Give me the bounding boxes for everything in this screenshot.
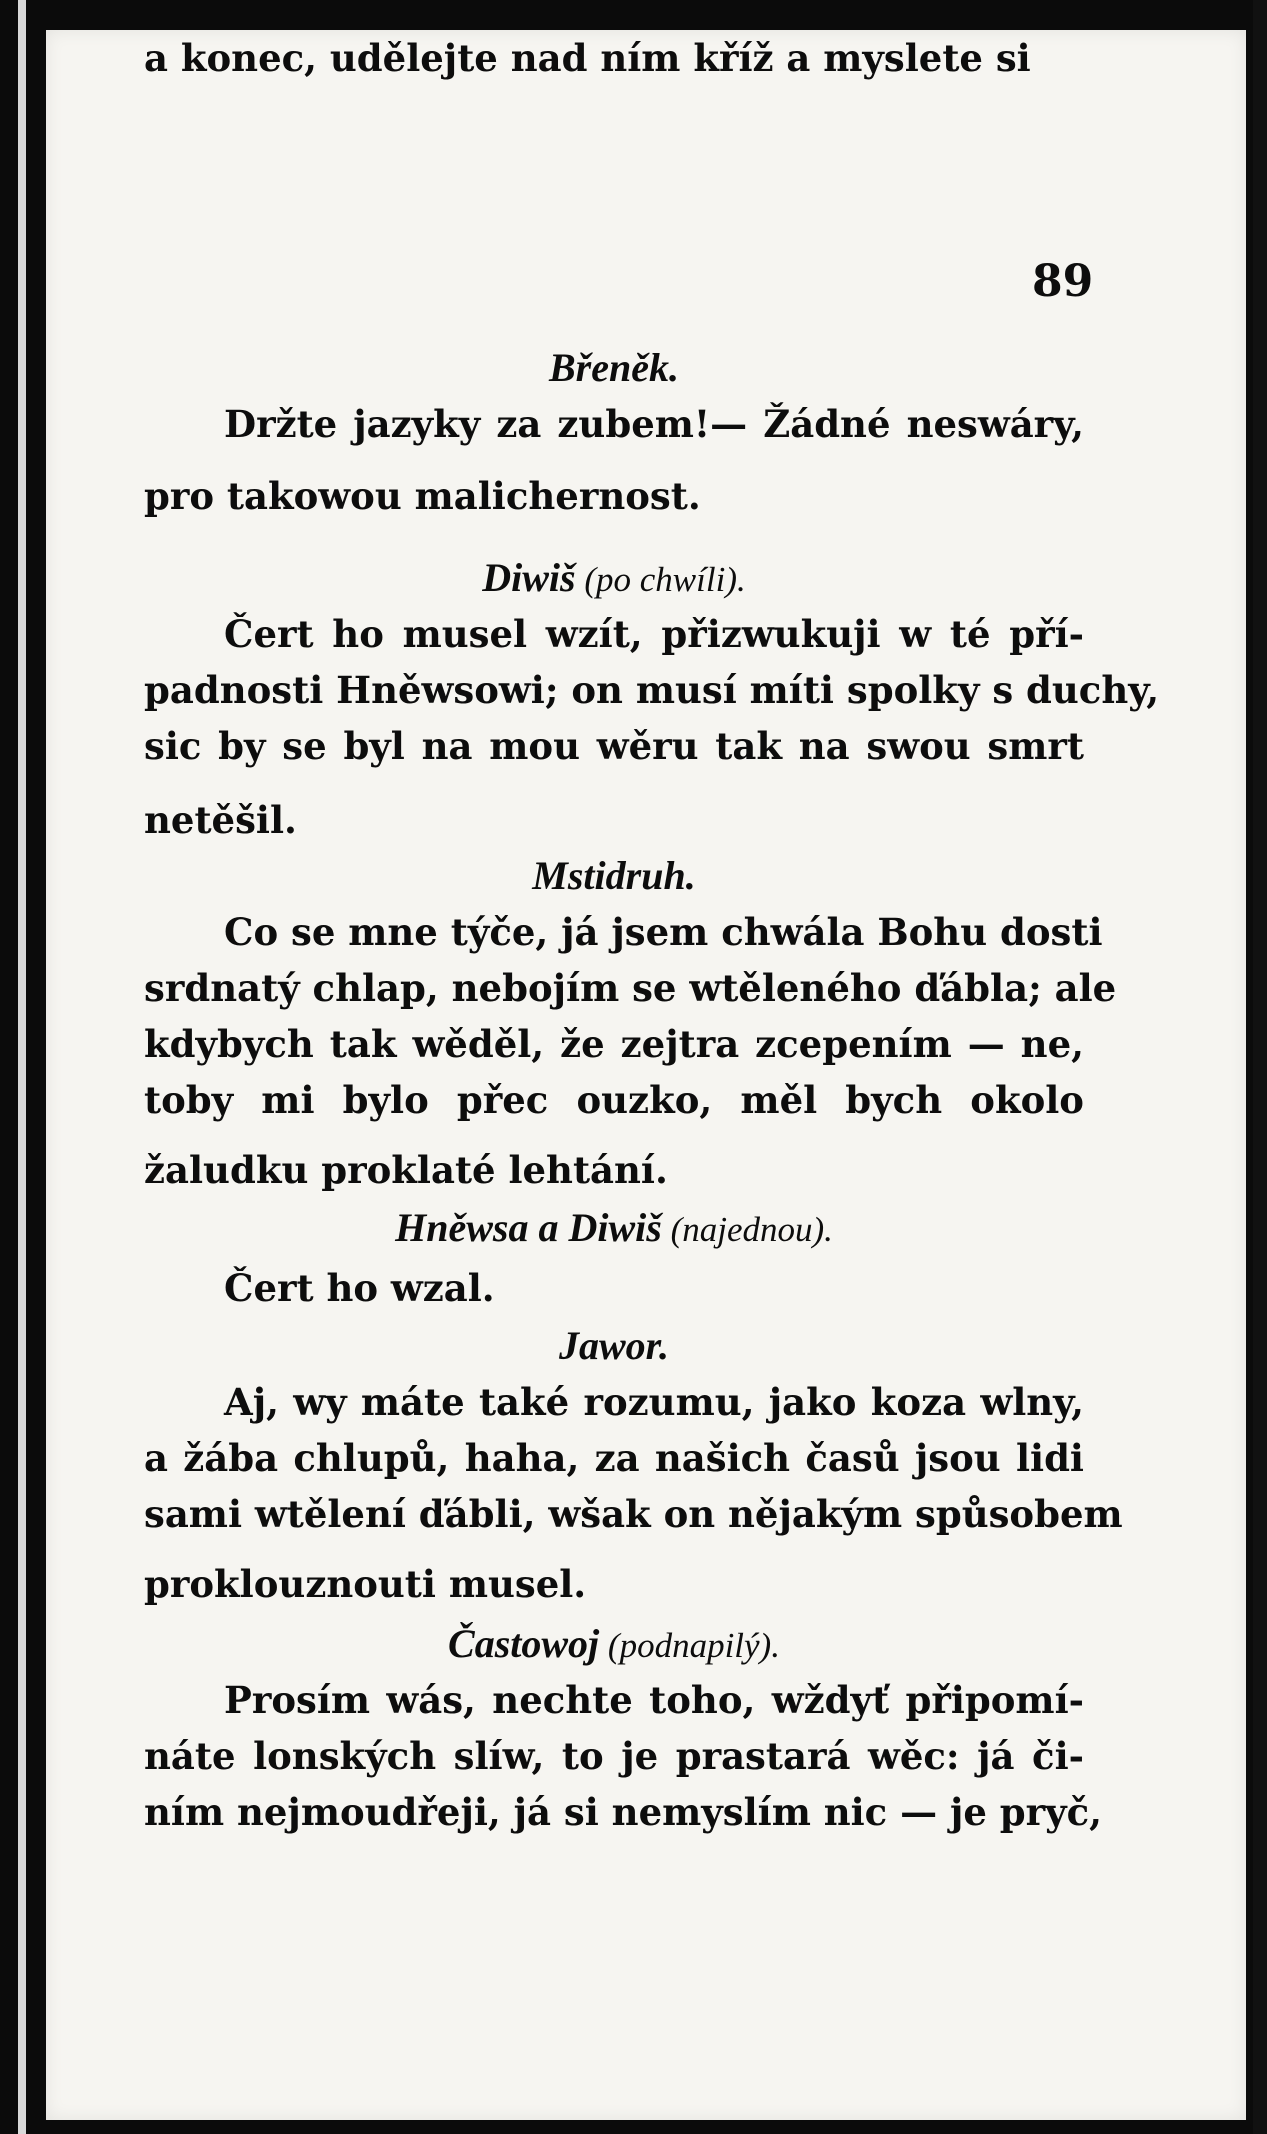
text-line: Prosím wás, nechte toho, wždyť připomí- [224, 1678, 1084, 1722]
text-line: Co se mne týče, já jsem chwála Bohu dosti [224, 910, 1103, 954]
text-line: Čert ho musel wzít, přizwukuji w té pří- [224, 612, 1084, 656]
stage-direction: (podnapilý). [599, 1626, 780, 1665]
text-line: toby mi bylo přec ouzko, měl bych okolo [144, 1078, 1084, 1122]
text-line: náte lonských slíw, to je prastará wěc: já či- [144, 1734, 1084, 1778]
text-line: a žába chlupů, haha, za našich časů jsou lidi [144, 1436, 1084, 1480]
text-line: kdybych tak wěděl, že zejtra zcepením — ne, [144, 1022, 1084, 1066]
speaker-name: Břeněk. [549, 345, 679, 390]
book-page [46, 30, 1246, 2120]
stage-direction: (najednou). [661, 1210, 833, 1249]
speaker-name: Mstidruh. [532, 853, 696, 898]
speaker-name: Jawor. [558, 1323, 670, 1368]
text-line: padnosti Hněwsowi; on musí míti spolky s duchy, [144, 668, 1160, 712]
speaker-heading [144, 1200, 1084, 1258]
speaker-name: Hněwsa a Diwiš [395, 1205, 662, 1250]
text-line: pro takowou malichernost. [144, 474, 701, 518]
speaker-name: Častowoj [448, 1621, 600, 1666]
speaker-heading [144, 1318, 1084, 1374]
text-line: Aj, wy máte také rozumu, jako koza wlny, [224, 1380, 1084, 1424]
scan-right-edge [1253, 0, 1267, 2134]
text-line: a konec, udělejte nad ním kříž a myslete si [144, 36, 1031, 80]
text-line: Držte jazyky za zubem!— Žádné neswáry, [224, 402, 1084, 446]
speaker-heading [144, 1616, 1084, 1674]
text-line: srdnatý chlap, nebojím se wtěleného ďábla; ale [144, 966, 1117, 1010]
text-line: žaludku proklaté lehtání. [144, 1148, 668, 1192]
speaker-heading [144, 848, 1084, 904]
text-line: ním nejmoudřeji, já si nemyslím nic — je pryč, [144, 1790, 1103, 1834]
book-gutter-edge [18, 0, 26, 2134]
text-line: sami wtělení ďábli, wšak on nějakým spůsobem [144, 1492, 1123, 1536]
page-number: 89 [1032, 256, 1094, 307]
text-line: Čert ho wzal. [224, 1266, 495, 1310]
stage-direction: (po chwíli). [575, 560, 746, 599]
speaker-name: Diwiš [482, 555, 576, 600]
speaker-heading [144, 340, 1084, 396]
speaker-heading [144, 550, 1084, 608]
text-line: netěšil. [144, 798, 297, 842]
text-line: sic by se byl na mou wěru tak na swou smrt [144, 724, 1084, 768]
text-line: proklouznouti musel. [144, 1562, 587, 1606]
